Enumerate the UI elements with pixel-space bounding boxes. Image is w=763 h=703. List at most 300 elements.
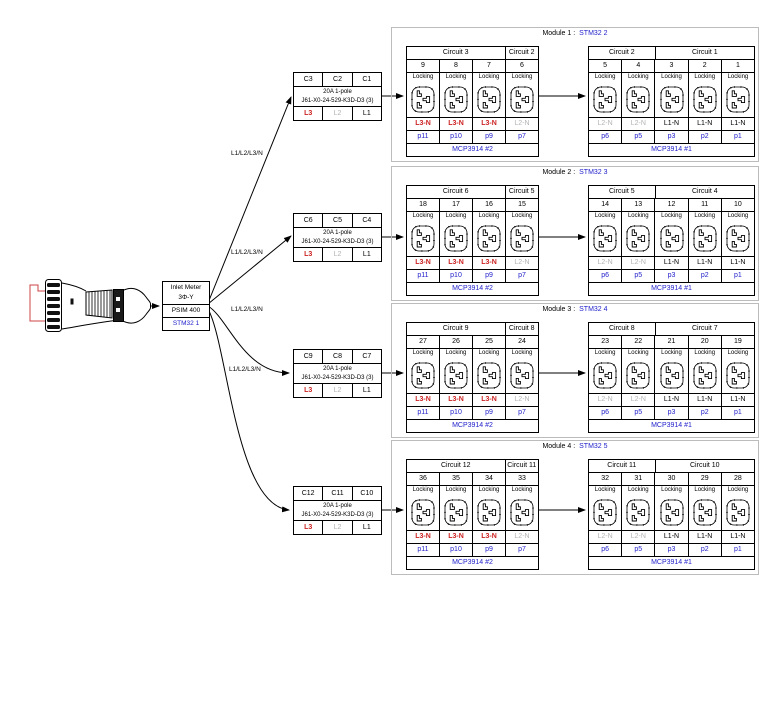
wire-label: L1/L2/L3/N <box>231 249 263 256</box>
outlet-phase: L3-N <box>472 394 505 406</box>
outlet-number: 14 <box>601 201 609 208</box>
locking-outlet-icon-wrap <box>660 495 684 530</box>
locking-outlet-icon-wrap <box>444 221 468 256</box>
outlet-phase: L1-N <box>654 394 687 406</box>
locking-outlet-icon <box>693 362 717 389</box>
breaker-circuit-row <box>294 214 381 227</box>
outlet-phase: L1-N <box>688 257 721 269</box>
outlet-panel <box>406 459 539 570</box>
module-title-prefix: Module 1 : <box>542 30 576 37</box>
locking-outlet-icon <box>510 362 534 389</box>
locking-outlet-icon-wrap <box>444 358 468 393</box>
locking-outlet-icon <box>477 362 501 389</box>
outlet-phase-row <box>589 530 754 543</box>
outlet-receptacle <box>439 212 472 256</box>
outlet-number: 26 <box>439 336 472 348</box>
outlet-number: 22 <box>621 336 654 348</box>
locking-outlet-icon <box>593 499 617 526</box>
locking-outlet-icon <box>411 362 435 389</box>
outlet-number: 33 <box>505 473 538 485</box>
locking-label: Locking <box>412 487 434 493</box>
breaker-circuit-label: C11 <box>322 487 351 500</box>
outlet-phase: L2-N <box>597 120 613 127</box>
outlet-number-row <box>589 472 754 485</box>
outlet-phase: L3-N <box>472 531 505 543</box>
outlet-receptacle <box>505 212 538 256</box>
locking-outlet-icon-wrap <box>411 82 435 117</box>
outlet-pin-row <box>407 543 538 556</box>
outlet-pin: p3 <box>654 407 687 419</box>
locking-label: Locking <box>661 213 682 219</box>
adc-footer-row <box>589 143 754 156</box>
outlet-phase: L3-N <box>439 257 472 269</box>
locking-outlet-icon-wrap <box>726 495 750 530</box>
locking-outlet-icon-wrap <box>626 82 650 117</box>
circuit-label: Circuit 11 <box>607 462 637 469</box>
outlet-receptacle <box>472 73 505 117</box>
outlet-panel <box>588 185 755 296</box>
outlet-phase: L1-N <box>654 531 687 543</box>
feeder-lines <box>208 97 291 510</box>
breaker-phase-label: L2 <box>322 384 351 397</box>
adc-label: MCP3914 #1 <box>651 146 692 153</box>
circuit-label: Circuit 3 <box>442 49 469 56</box>
outlet-pin: p6 <box>601 409 609 416</box>
locking-label: Locking <box>511 213 533 219</box>
outlet-number-row <box>407 59 538 72</box>
breaker-circuit-label: C1 <box>352 73 381 86</box>
outlet-number: 11 <box>688 199 721 211</box>
outlet-pin: p1 <box>721 131 754 143</box>
circuit-header-row <box>589 460 754 472</box>
locking-outlet-icon-wrap <box>626 221 650 256</box>
outlet-number: 36 <box>419 475 427 482</box>
locking-outlet-icon <box>444 225 468 252</box>
locking-label: Locking <box>661 74 682 80</box>
outlet-phase: L2-N <box>597 533 613 540</box>
outlet-phase: L1-N <box>721 118 754 130</box>
outlet-number: 19 <box>721 336 754 348</box>
breaker-circuit-label: C7 <box>352 350 381 363</box>
module-4-container <box>391 440 759 575</box>
outlet-receptacle <box>688 486 721 530</box>
locking-outlet-icon <box>660 362 684 389</box>
inlet-meter-mcu: STM32 1 <box>163 317 209 330</box>
outlet-pin: p5 <box>621 407 654 419</box>
breaker-spec-row <box>294 227 381 247</box>
breaker-circuit-label: C10 <box>352 487 381 500</box>
outlet-phase: L2-N <box>505 394 538 406</box>
breaker-part-number: J61-X0-24-529-K3D-D3 (3) <box>301 511 374 518</box>
module-title-prefix: Module 4 : <box>542 443 576 450</box>
locking-label: Locking <box>445 350 467 356</box>
adc-label: MCP3914 #2 <box>452 422 493 429</box>
outlet-receptacle <box>439 349 472 393</box>
inlet-meter-title <box>163 282 209 304</box>
outlet-phase: L1-N <box>721 257 754 269</box>
outlet-phase: L2-N <box>621 531 654 543</box>
outlet-number: 4 <box>621 60 654 72</box>
locking-outlet-icon <box>660 86 684 113</box>
module-mcu-label: STM32 2 <box>579 30 608 37</box>
module-title <box>392 30 758 37</box>
outlet-pin: p11 <box>417 546 429 553</box>
outlet-pin: p10 <box>439 270 472 282</box>
locking-outlet-icon-wrap <box>693 358 717 393</box>
locking-label: Locking <box>627 213 649 219</box>
outlet-pin: p1 <box>721 407 754 419</box>
outlet-panel <box>406 322 539 433</box>
outlet-pin: p5 <box>621 131 654 143</box>
adc-footer-row <box>589 282 754 295</box>
outlet-receptacle <box>589 73 621 117</box>
outlet-receptacle <box>472 212 505 256</box>
module-title <box>392 306 758 313</box>
outlet-number-row <box>407 335 538 348</box>
outlet-pin: p7 <box>505 131 538 143</box>
outlet-pin: p7 <box>505 270 538 282</box>
locking-outlet-icon <box>626 86 650 113</box>
outlet-pin: p1 <box>721 544 754 556</box>
outlet-number: 5 <box>603 62 608 69</box>
locking-label: Locking <box>412 213 434 219</box>
locking-label: Locking <box>478 487 500 493</box>
breaker-box-1 <box>293 72 382 121</box>
outlet-phase-row <box>407 117 538 130</box>
breaker-circuit-label: C12 <box>301 490 315 497</box>
outlet-pin-row <box>589 406 754 419</box>
outlet-number: 15 <box>505 199 538 211</box>
outlet-phase: L2-N <box>597 396 613 403</box>
outlet-number: 31 <box>621 473 654 485</box>
adc-label: MCP3914 #2 <box>452 559 493 566</box>
breaker-circuit-label: C3 <box>303 76 313 83</box>
outlet-phase-row <box>589 117 754 130</box>
locking-outlet-icon <box>477 86 501 113</box>
locking-outlet-icon <box>693 86 717 113</box>
breaker-phase-label: L2 <box>322 248 351 261</box>
breaker-phase-label: L3 <box>304 524 313 531</box>
outlet-pin: p7 <box>505 407 538 419</box>
outlet-pin: p5 <box>621 270 654 282</box>
breaker-rating: 20A 1-pole <box>323 230 352 236</box>
outlet-pin: p6 <box>601 546 609 553</box>
circuit-label: Circuit 2 <box>505 47 539 59</box>
locking-outlet-icon-wrap <box>693 82 717 117</box>
outlet-pin: p10 <box>439 407 472 419</box>
outlet-phase: L1-N <box>688 531 721 543</box>
circuit-label: Circuit 6 <box>442 188 469 195</box>
module-title <box>392 169 758 176</box>
outlet-phase: L1-N <box>654 118 687 130</box>
locking-outlet-icon <box>444 86 468 113</box>
outlet-pin-row <box>589 269 754 282</box>
adc-footer-row <box>407 556 538 569</box>
locking-outlet-icon-wrap <box>477 495 501 530</box>
outlet-receptacle <box>688 349 721 393</box>
outlet-receptacle <box>721 486 754 530</box>
locking-label: Locking <box>445 213 467 219</box>
outlet-receptacle <box>621 212 654 256</box>
locking-outlet-icon <box>626 499 650 526</box>
outlet-receptacle <box>472 486 505 530</box>
outlet-number: 2 <box>688 60 721 72</box>
outlet-receptacle-row <box>589 211 754 256</box>
locking-outlet-icon <box>411 225 435 252</box>
outlet-receptacle <box>654 486 687 530</box>
outlet-panel <box>588 459 755 570</box>
outlet-phase: L2-N <box>505 118 538 130</box>
outlet-receptacle-row <box>589 485 754 530</box>
locking-label: Locking <box>511 350 533 356</box>
locking-outlet-icon-wrap <box>411 221 435 256</box>
locking-label: Locking <box>627 487 649 493</box>
outlet-pin: p11 <box>417 133 429 140</box>
locking-outlet-icon-wrap <box>444 495 468 530</box>
outlet-pin: p6 <box>601 133 609 140</box>
outlet-phase: L1-N <box>688 394 721 406</box>
outlet-receptacle <box>721 212 754 256</box>
breaker-phase-label: L1 <box>352 248 381 261</box>
locking-outlet-icon-wrap <box>726 82 750 117</box>
outlet-number-row <box>589 198 754 211</box>
outlet-receptacle-row <box>589 72 754 117</box>
outlet-phase-row <box>407 530 538 543</box>
breaker-spec-row <box>294 500 381 520</box>
locking-outlet-icon-wrap <box>477 358 501 393</box>
breaker-circuit-label: C6 <box>303 217 313 224</box>
locking-outlet-icon <box>477 499 501 526</box>
outlet-number: 29 <box>688 473 721 485</box>
locking-outlet-icon-wrap <box>411 358 435 393</box>
circuit-label: Circuit 4 <box>655 186 754 198</box>
module-3-container <box>391 303 759 438</box>
breaker-circuit-label: C9 <box>303 353 313 360</box>
outlet-phase: L2-N <box>621 257 654 269</box>
breaker-circuit-label: C5 <box>322 214 351 227</box>
breaker-phase-label: L2 <box>322 107 351 120</box>
outlet-number: 18 <box>419 201 427 208</box>
locking-outlet-icon-wrap <box>510 82 534 117</box>
outlet-receptacle <box>439 73 472 117</box>
circuit-label: Circuit 1 <box>655 47 754 59</box>
locking-label: Locking <box>412 74 434 80</box>
breaker-phase-label: L1 <box>352 521 381 534</box>
outlet-phase: L1-N <box>688 118 721 130</box>
outlet-pin: p10 <box>439 131 472 143</box>
circuit-header-row <box>407 47 538 59</box>
outlet-number: 8 <box>439 60 472 72</box>
locking-outlet-icon <box>593 225 617 252</box>
adc-label: MCP3914 #1 <box>651 559 692 566</box>
wire-label: L1/L2/L3/N <box>229 366 261 373</box>
outlet-phase: L3-N <box>439 118 472 130</box>
adc-label: MCP3914 #1 <box>651 285 692 292</box>
breaker-part-number: J61-X0-24-529-K3D-D3 (3) <box>301 238 374 245</box>
outlet-receptacle <box>407 486 439 530</box>
outlet-receptacle <box>621 73 654 117</box>
locking-label: Locking <box>727 213 749 219</box>
outlet-pin-row <box>407 269 538 282</box>
outlet-pin: p3 <box>654 131 687 143</box>
inlet-meter-model: PSIM 400 <box>163 304 209 317</box>
outlet-number-row <box>407 472 538 485</box>
outlet-receptacle <box>654 73 687 117</box>
outlet-pin-row <box>407 130 538 143</box>
circuit-label: Circuit 2 <box>608 49 635 56</box>
module-mcu-label: STM32 4 <box>579 306 608 313</box>
adc-footer-row <box>407 143 538 156</box>
locking-outlet-icon-wrap <box>660 82 684 117</box>
outlet-number: 30 <box>654 473 687 485</box>
locking-outlet-icon-wrap <box>693 221 717 256</box>
circuit-label: Circuit 9 <box>442 325 469 332</box>
outlet-number: 12 <box>654 199 687 211</box>
outlet-pin: p9 <box>472 270 505 282</box>
outlet-receptacle <box>621 486 654 530</box>
locking-label: Locking <box>661 350 682 356</box>
locking-label: Locking <box>694 350 716 356</box>
circuit-label: Circuit 5 <box>608 188 635 195</box>
outlet-pin: p9 <box>472 544 505 556</box>
locking-outlet-icon <box>477 225 501 252</box>
locking-label: Locking <box>478 350 500 356</box>
outlet-number: 32 <box>601 475 609 482</box>
outlet-pin: p11 <box>417 409 429 416</box>
locking-outlet-icon-wrap <box>444 82 468 117</box>
locking-label: Locking <box>594 487 616 493</box>
outlet-phase-row <box>589 393 754 406</box>
outlet-phase: L3-N <box>415 120 431 127</box>
outlet-number-row <box>407 198 538 211</box>
module-mcu-label: STM32 5 <box>579 443 608 450</box>
outlet-phase: L1-N <box>721 531 754 543</box>
locking-label: Locking <box>694 74 716 80</box>
outlet-number: 7 <box>472 60 505 72</box>
locking-outlet-icon-wrap <box>593 221 617 256</box>
outlet-receptacle <box>654 212 687 256</box>
circuit-label: Circuit 8 <box>505 323 539 335</box>
circuit-header-row <box>589 186 754 198</box>
outlet-pin: p2 <box>688 131 721 143</box>
outlet-receptacle-row <box>407 72 538 117</box>
locking-outlet-icon <box>726 86 750 113</box>
outlet-pin: p3 <box>654 544 687 556</box>
outlet-phase: L3-N <box>415 533 431 540</box>
outlet-pin: p1 <box>721 270 754 282</box>
outlet-panel <box>588 322 755 433</box>
locking-outlet-icon-wrap <box>593 82 617 117</box>
locking-outlet-icon <box>726 362 750 389</box>
outlet-receptacle-row <box>407 348 538 393</box>
locking-label: Locking <box>694 487 716 493</box>
outlet-pin: p3 <box>654 270 687 282</box>
locking-label: Locking <box>594 213 616 219</box>
outlet-pin: p9 <box>472 131 505 143</box>
outlet-receptacle <box>439 486 472 530</box>
locking-label: Locking <box>412 350 434 356</box>
outlet-number: 24 <box>505 336 538 348</box>
breaker-rating: 20A 1-pole <box>323 366 352 372</box>
outlet-pin: p6 <box>601 272 609 279</box>
outlet-pin: p7 <box>505 544 538 556</box>
outlet-phase: L3-N <box>415 259 431 266</box>
outlet-phase: L3-N <box>415 396 431 403</box>
locking-label: Locking <box>445 74 467 80</box>
locking-outlet-icon <box>411 499 435 526</box>
outlet-pin: p9 <box>472 407 505 419</box>
breaker-circuit-row <box>294 487 381 500</box>
outlet-phase: L3-N <box>439 394 472 406</box>
inlet-meter-title-line1: Inlet Meter <box>170 284 202 291</box>
locking-outlet-icon <box>510 86 534 113</box>
outlet-pin-row <box>407 406 538 419</box>
outlet-receptacle <box>721 73 754 117</box>
breaker-box-3 <box>293 349 382 398</box>
locking-outlet-icon <box>693 499 717 526</box>
locking-outlet-icon <box>626 362 650 389</box>
outlet-phase: L1-N <box>721 394 754 406</box>
locking-label: Locking <box>627 74 649 80</box>
outlet-number-row <box>589 59 754 72</box>
outlet-pin: p5 <box>621 544 654 556</box>
breaker-spec-row <box>294 86 381 106</box>
circuit-label: Circuit 5 <box>505 186 539 198</box>
outlet-phase-row <box>407 256 538 269</box>
adc-label: MCP3914 #2 <box>452 285 493 292</box>
locking-outlet-icon-wrap <box>477 82 501 117</box>
locking-outlet-icon-wrap <box>477 221 501 256</box>
circuit-header-row <box>407 323 538 335</box>
breaker-rating: 20A 1-pole <box>323 89 352 95</box>
adc-footer-row <box>407 282 538 295</box>
adc-footer-row <box>589 556 754 569</box>
wire-label: L1/L2/L3/N <box>231 150 263 157</box>
outlet-pin: p2 <box>688 544 721 556</box>
locking-outlet-icon-wrap <box>626 495 650 530</box>
locking-outlet-icon <box>593 362 617 389</box>
outlet-phase: L3-N <box>472 257 505 269</box>
outlet-number: 13 <box>621 199 654 211</box>
breaker-circuit-label: C8 <box>322 350 351 363</box>
circuit-label: Circuit 8 <box>608 325 635 332</box>
locking-outlet-icon <box>510 225 534 252</box>
breaker-circuit-row <box>294 73 381 86</box>
outlet-receptacle <box>589 349 621 393</box>
breaker-circuit-label: C4 <box>352 214 381 227</box>
outlet-number: 17 <box>439 199 472 211</box>
breaker-phase-row <box>294 106 381 120</box>
outlet-receptacle <box>407 349 439 393</box>
outlet-receptacle <box>589 486 621 530</box>
locking-outlet-icon <box>593 86 617 113</box>
locking-label: Locking <box>727 350 749 356</box>
circuit-label: Circuit 7 <box>655 323 754 335</box>
locking-label: Locking <box>478 213 500 219</box>
locking-outlet-icon-wrap <box>510 358 534 393</box>
outlet-phase: L2-N <box>505 531 538 543</box>
locking-label: Locking <box>511 74 533 80</box>
outlet-number: 27 <box>419 338 427 345</box>
breaker-phase-label: L1 <box>352 384 381 397</box>
locking-outlet-icon-wrap <box>626 358 650 393</box>
outlet-receptacle <box>407 212 439 256</box>
breaker-phase-label: L3 <box>304 387 313 394</box>
breaker-circuit-row <box>294 350 381 363</box>
outlet-receptacle <box>505 73 538 117</box>
locking-label: Locking <box>727 487 749 493</box>
breaker-circuit-label: C2 <box>322 73 351 86</box>
